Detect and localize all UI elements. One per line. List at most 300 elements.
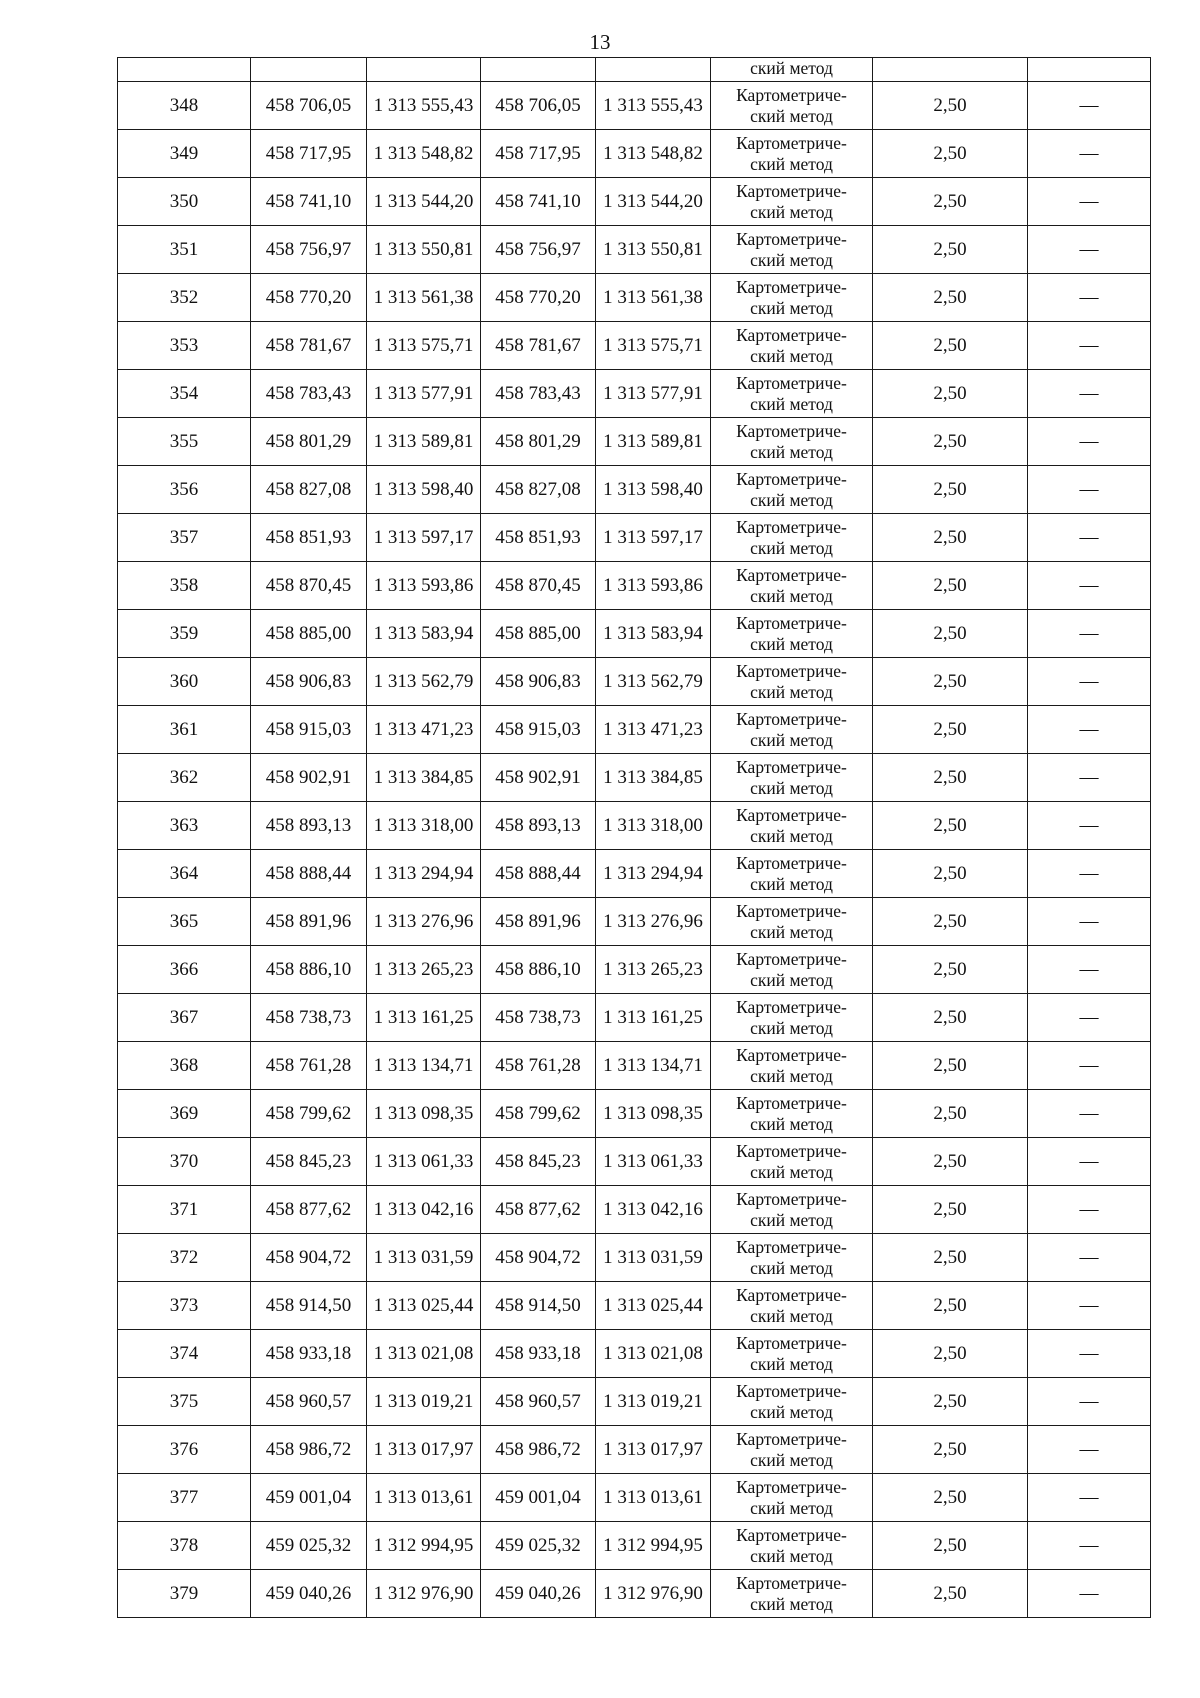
existing-y-cell: 1 313 471,23 bbox=[367, 706, 481, 754]
existing-y-cell: 1 313 265,23 bbox=[367, 946, 481, 994]
point-number-cell: 355 bbox=[118, 418, 251, 466]
accuracy-cell: 2,50 bbox=[873, 1042, 1028, 1090]
refined-y-cell: 1 313 561,38 bbox=[596, 274, 711, 322]
note-cell: — bbox=[1028, 178, 1151, 226]
refined-y-cell: 1 313 384,85 bbox=[596, 754, 711, 802]
accuracy-cell: 2,50 bbox=[873, 226, 1028, 274]
note-cell: — bbox=[1028, 1282, 1151, 1330]
point-number-cell: 352 bbox=[118, 274, 251, 322]
table-row bbox=[118, 370, 1151, 418]
existing-y-cell: 1 313 013,61 bbox=[367, 1474, 481, 1522]
refined-y-cell: 1 313 294,94 bbox=[596, 850, 711, 898]
method-cell bbox=[711, 274, 873, 322]
refined-x-cell: 458 904,72 bbox=[481, 1234, 596, 1282]
existing-x-cell: 458 904,72 bbox=[251, 1234, 367, 1282]
method-line-1: Картометриче- bbox=[736, 1524, 847, 1545]
note-cell: — bbox=[1028, 658, 1151, 706]
existing-x-cell: 458 914,50 bbox=[251, 1282, 367, 1330]
existing-x-cell: 458 741,10 bbox=[251, 178, 367, 226]
method-line-1: Картометриче- bbox=[736, 132, 847, 153]
method-line-1: Картометриче- bbox=[736, 468, 847, 489]
note-cell: — bbox=[1028, 946, 1151, 994]
note-cell: — bbox=[1028, 850, 1151, 898]
method-line-2: ский метод bbox=[750, 729, 833, 750]
refined-y-cell: 1 312 994,95 bbox=[596, 1522, 711, 1570]
accuracy-cell: 2,50 bbox=[873, 370, 1028, 418]
method-line-1: Картометриче- bbox=[736, 1284, 847, 1305]
method-cell bbox=[711, 1378, 873, 1426]
refined-y-cell: 1 313 550,81 bbox=[596, 226, 711, 274]
method-line-2: ский метод bbox=[750, 153, 833, 174]
accuracy-cell: 2,50 bbox=[873, 1234, 1028, 1282]
refined-x-cell: 458 738,73 bbox=[481, 994, 596, 1042]
method-cell bbox=[711, 1522, 873, 1570]
point-number-cell: 363 bbox=[118, 802, 251, 850]
refined-y-cell: 1 313 021,08 bbox=[596, 1330, 711, 1378]
coordinates-table bbox=[117, 57, 1151, 1618]
table-row bbox=[118, 1234, 1151, 1282]
note-cell: — bbox=[1028, 562, 1151, 610]
point-number-cell: 358 bbox=[118, 562, 251, 610]
note-cell: — bbox=[1028, 1138, 1151, 1186]
method-line-1: Картометриче- bbox=[736, 516, 847, 537]
table-row bbox=[118, 322, 1151, 370]
existing-x-cell: 458 877,62 bbox=[251, 1186, 367, 1234]
method-cell bbox=[711, 82, 873, 130]
method-cell bbox=[711, 754, 873, 802]
method-cell bbox=[711, 178, 873, 226]
table-row bbox=[118, 706, 1151, 754]
refined-y-cell: 1 313 598,40 bbox=[596, 466, 711, 514]
note-cell: — bbox=[1028, 1474, 1151, 1522]
note-cell: — bbox=[1028, 130, 1151, 178]
table-row bbox=[118, 1090, 1151, 1138]
refined-x-cell: 458 717,95 bbox=[481, 130, 596, 178]
existing-x-cell: 459 025,32 bbox=[251, 1522, 367, 1570]
refined-y-cell: 1 313 562,79 bbox=[596, 658, 711, 706]
method-line-1: Картометриче- bbox=[736, 900, 847, 921]
existing-y-cell: 1 313 597,17 bbox=[367, 514, 481, 562]
table-row bbox=[118, 1138, 1151, 1186]
point-number-cell: 348 bbox=[118, 82, 251, 130]
method-line-1: Картометриче- bbox=[736, 1428, 847, 1449]
existing-x-cell: 458 801,29 bbox=[251, 418, 367, 466]
refined-x-cell: 458 906,83 bbox=[481, 658, 596, 706]
refined-x-cell: 458 893,13 bbox=[481, 802, 596, 850]
method-line-2: ский метод bbox=[750, 1449, 833, 1470]
refined-x-cell: 458 827,08 bbox=[481, 466, 596, 514]
method-line-2: ский метод bbox=[750, 1209, 833, 1230]
point-number-cell: 374 bbox=[118, 1330, 251, 1378]
table-row bbox=[118, 514, 1151, 562]
point-number-cell: 371 bbox=[118, 1186, 251, 1234]
existing-y-cell: 1 313 025,44 bbox=[367, 1282, 481, 1330]
continuation-row bbox=[118, 58, 1151, 82]
table-row bbox=[118, 1186, 1151, 1234]
method-line-1: Картометриче- bbox=[736, 1476, 847, 1497]
existing-y-cell: 1 312 994,95 bbox=[367, 1522, 481, 1570]
method-cell bbox=[711, 226, 873, 274]
note-cell: — bbox=[1028, 1186, 1151, 1234]
existing-x-cell: 458 891,96 bbox=[251, 898, 367, 946]
refined-y-cell: 1 313 025,44 bbox=[596, 1282, 711, 1330]
refined-x-cell: 459 040,26 bbox=[481, 1570, 596, 1618]
existing-y-cell: 1 312 976,90 bbox=[367, 1570, 481, 1618]
existing-x-cell: 458 893,13 bbox=[251, 802, 367, 850]
refined-x-cell: 458 783,43 bbox=[481, 370, 596, 418]
refined-y-cell: 1 313 318,00 bbox=[596, 802, 711, 850]
point-number-cell: 357 bbox=[118, 514, 251, 562]
method-cell bbox=[711, 1186, 873, 1234]
note-cell: — bbox=[1028, 1522, 1151, 1570]
method-line-1: Картометриче- bbox=[736, 564, 847, 585]
method-line-1: Картометриче- bbox=[736, 1140, 847, 1161]
method-cell bbox=[711, 1330, 873, 1378]
method-line-2: ский метод bbox=[750, 489, 833, 510]
method-cell bbox=[711, 994, 873, 1042]
refined-y-cell: 1 313 042,16 bbox=[596, 1186, 711, 1234]
refined-y-cell: 1 313 548,82 bbox=[596, 130, 711, 178]
method-line-1: Картометриче- bbox=[736, 804, 847, 825]
table-row bbox=[118, 1042, 1151, 1090]
accuracy-cell: 2,50 bbox=[873, 1330, 1028, 1378]
point-number-cell: 350 bbox=[118, 178, 251, 226]
accuracy-cell: 2,50 bbox=[873, 898, 1028, 946]
method-line-1: Картометриче- bbox=[736, 1380, 847, 1401]
method-cell bbox=[711, 802, 873, 850]
accuracy-cell: 2,50 bbox=[873, 658, 1028, 706]
note-cell: — bbox=[1028, 370, 1151, 418]
table-row bbox=[118, 850, 1151, 898]
method-cell bbox=[711, 322, 873, 370]
point-number-cell: 349 bbox=[118, 130, 251, 178]
method-cell bbox=[711, 658, 873, 706]
method-cell bbox=[711, 1090, 873, 1138]
method-line-1: Картометриче- bbox=[736, 276, 847, 297]
method-line-2: ский метод bbox=[750, 585, 833, 606]
method-line-2: ский метод bbox=[750, 1353, 833, 1374]
refined-y-cell: 1 313 589,81 bbox=[596, 418, 711, 466]
continuation-cell bbox=[118, 58, 251, 82]
note-cell: — bbox=[1028, 1570, 1151, 1618]
table-row bbox=[118, 898, 1151, 946]
method-cell bbox=[711, 130, 873, 178]
point-number-cell: 351 bbox=[118, 226, 251, 274]
continuation-cell bbox=[481, 58, 596, 82]
method-line-1: Картометриче- bbox=[736, 1236, 847, 1257]
existing-y-cell: 1 313 548,82 bbox=[367, 130, 481, 178]
table-row bbox=[118, 1426, 1151, 1474]
point-number-cell: 366 bbox=[118, 946, 251, 994]
existing-y-cell: 1 313 575,71 bbox=[367, 322, 481, 370]
accuracy-cell: 2,50 bbox=[873, 946, 1028, 994]
accuracy-cell: 2,50 bbox=[873, 802, 1028, 850]
existing-y-cell: 1 313 318,00 bbox=[367, 802, 481, 850]
method-line-1: Картометриче- bbox=[736, 948, 847, 969]
note-cell: — bbox=[1028, 418, 1151, 466]
existing-x-cell: 458 770,20 bbox=[251, 274, 367, 322]
refined-x-cell: 458 756,97 bbox=[481, 226, 596, 274]
existing-y-cell: 1 313 294,94 bbox=[367, 850, 481, 898]
table-row bbox=[118, 1570, 1151, 1618]
note-cell: — bbox=[1028, 274, 1151, 322]
point-number-cell: 378 bbox=[118, 1522, 251, 1570]
method-cell bbox=[711, 1042, 873, 1090]
method-cell bbox=[711, 1426, 873, 1474]
note-cell: — bbox=[1028, 514, 1151, 562]
refined-x-cell: 458 799,62 bbox=[481, 1090, 596, 1138]
existing-y-cell: 1 313 555,43 bbox=[367, 82, 481, 130]
existing-x-cell: 458 781,67 bbox=[251, 322, 367, 370]
existing-x-cell: 458 717,95 bbox=[251, 130, 367, 178]
existing-y-cell: 1 313 161,25 bbox=[367, 994, 481, 1042]
table-row bbox=[118, 1282, 1151, 1330]
existing-y-cell: 1 313 019,21 bbox=[367, 1378, 481, 1426]
note-cell: — bbox=[1028, 466, 1151, 514]
refined-x-cell: 458 933,18 bbox=[481, 1330, 596, 1378]
existing-y-cell: 1 313 589,81 bbox=[367, 418, 481, 466]
method-line-1: Картометриче- bbox=[736, 1044, 847, 1065]
table-body bbox=[118, 58, 1151, 1618]
accuracy-cell: 2,50 bbox=[873, 1138, 1028, 1186]
table-row bbox=[118, 1330, 1151, 1378]
refined-x-cell: 458 801,29 bbox=[481, 418, 596, 466]
note-cell: — bbox=[1028, 802, 1151, 850]
method-line-2: ский метод bbox=[750, 249, 833, 270]
existing-x-cell: 458 756,97 bbox=[251, 226, 367, 274]
method-line-2: ский метод bbox=[750, 297, 833, 318]
method-line-1: Картометриче- bbox=[736, 612, 847, 633]
method-line-2: ский метод bbox=[750, 1257, 833, 1278]
method-line-2: ский метод bbox=[750, 921, 833, 942]
method-line-2: ский метод bbox=[750, 393, 833, 414]
refined-x-cell: 458 851,93 bbox=[481, 514, 596, 562]
method-line-1: Картометриче- bbox=[736, 420, 847, 441]
point-number-cell: 373 bbox=[118, 1282, 251, 1330]
note-cell: — bbox=[1028, 1378, 1151, 1426]
note-cell: — bbox=[1028, 706, 1151, 754]
method-cell bbox=[711, 706, 873, 754]
point-number-cell: 365 bbox=[118, 898, 251, 946]
method-line-2: ский метод bbox=[750, 777, 833, 798]
refined-x-cell: 458 902,91 bbox=[481, 754, 596, 802]
existing-y-cell: 1 313 276,96 bbox=[367, 898, 481, 946]
refined-y-cell: 1 313 583,94 bbox=[596, 610, 711, 658]
existing-y-cell: 1 313 598,40 bbox=[367, 466, 481, 514]
method-cell bbox=[711, 1138, 873, 1186]
note-cell: — bbox=[1028, 898, 1151, 946]
table-row bbox=[118, 1474, 1151, 1522]
refined-x-cell: 458 706,05 bbox=[481, 82, 596, 130]
refined-x-cell: 458 885,00 bbox=[481, 610, 596, 658]
refined-y-cell: 1 313 555,43 bbox=[596, 82, 711, 130]
refined-y-cell: 1 313 276,96 bbox=[596, 898, 711, 946]
table-row bbox=[118, 610, 1151, 658]
method-cell bbox=[711, 1234, 873, 1282]
method-line-1: Картометриче- bbox=[736, 84, 847, 105]
refined-x-cell: 458 770,20 bbox=[481, 274, 596, 322]
point-number-cell: 379 bbox=[118, 1570, 251, 1618]
method-line-2: ский метод bbox=[750, 873, 833, 894]
existing-y-cell: 1 313 384,85 bbox=[367, 754, 481, 802]
existing-y-cell: 1 313 042,16 bbox=[367, 1186, 481, 1234]
accuracy-cell: 2,50 bbox=[873, 994, 1028, 1042]
accuracy-cell: 2,50 bbox=[873, 1282, 1028, 1330]
table-row bbox=[118, 1378, 1151, 1426]
accuracy-cell: 2,50 bbox=[873, 1522, 1028, 1570]
method-line-2: ский метод bbox=[750, 1497, 833, 1518]
existing-y-cell: 1 313 550,81 bbox=[367, 226, 481, 274]
method-line-1: Картометриче- bbox=[736, 708, 847, 729]
point-number-cell: 359 bbox=[118, 610, 251, 658]
accuracy-cell: 2,50 bbox=[873, 1090, 1028, 1138]
table-row bbox=[118, 946, 1151, 994]
accuracy-cell: 2,50 bbox=[873, 754, 1028, 802]
refined-y-cell: 1 313 575,71 bbox=[596, 322, 711, 370]
method-cell bbox=[711, 1474, 873, 1522]
page-number: 13 bbox=[589, 30, 611, 54]
table-row bbox=[118, 562, 1151, 610]
existing-x-cell: 458 706,05 bbox=[251, 82, 367, 130]
accuracy-cell: 2,50 bbox=[873, 1426, 1028, 1474]
existing-y-cell: 1 313 561,38 bbox=[367, 274, 481, 322]
refined-y-cell: 1 313 013,61 bbox=[596, 1474, 711, 1522]
existing-y-cell: 1 313 593,86 bbox=[367, 562, 481, 610]
table-row bbox=[118, 1522, 1151, 1570]
method-line-1: Картометриче- bbox=[736, 660, 847, 681]
method-line-1: Картометриче- bbox=[736, 228, 847, 249]
existing-y-cell: 1 313 562,79 bbox=[367, 658, 481, 706]
note-cell: — bbox=[1028, 1426, 1151, 1474]
point-number-cell: 353 bbox=[118, 322, 251, 370]
accuracy-cell: 2,50 bbox=[873, 82, 1028, 130]
method-line-2: ский метод bbox=[750, 105, 833, 126]
refined-x-cell: 459 001,04 bbox=[481, 1474, 596, 1522]
method-cell bbox=[711, 850, 873, 898]
existing-y-cell: 1 313 098,35 bbox=[367, 1090, 481, 1138]
existing-x-cell: 458 885,00 bbox=[251, 610, 367, 658]
method-line-2: ский метод bbox=[750, 681, 833, 702]
note-cell: — bbox=[1028, 994, 1151, 1042]
note-cell: — bbox=[1028, 1330, 1151, 1378]
refined-y-cell: 1 313 593,86 bbox=[596, 562, 711, 610]
method-line-1: Картометриче- bbox=[736, 1092, 847, 1113]
accuracy-cell: 2,50 bbox=[873, 562, 1028, 610]
refined-y-cell: 1 312 976,90 bbox=[596, 1570, 711, 1618]
method-line-1: Картометриче- bbox=[736, 372, 847, 393]
refined-y-cell: 1 313 019,21 bbox=[596, 1378, 711, 1426]
point-number-cell: 361 bbox=[118, 706, 251, 754]
refined-x-cell: 458 960,57 bbox=[481, 1378, 596, 1426]
point-number-cell: 367 bbox=[118, 994, 251, 1042]
point-number-cell: 354 bbox=[118, 370, 251, 418]
existing-x-cell: 458 845,23 bbox=[251, 1138, 367, 1186]
existing-y-cell: 1 313 577,91 bbox=[367, 370, 481, 418]
existing-x-cell: 458 738,73 bbox=[251, 994, 367, 1042]
existing-x-cell: 458 799,62 bbox=[251, 1090, 367, 1138]
table-row bbox=[118, 802, 1151, 850]
accuracy-cell: 2,50 bbox=[873, 130, 1028, 178]
table-row bbox=[118, 418, 1151, 466]
existing-y-cell: 1 313 061,33 bbox=[367, 1138, 481, 1186]
table-row bbox=[118, 754, 1151, 802]
accuracy-cell: 2,50 bbox=[873, 610, 1028, 658]
method-line-2: ский метод bbox=[750, 969, 833, 990]
refined-y-cell: 1 313 265,23 bbox=[596, 946, 711, 994]
point-number-cell: 370 bbox=[118, 1138, 251, 1186]
method-cell bbox=[711, 610, 873, 658]
method-cell bbox=[711, 466, 873, 514]
point-number-cell: 375 bbox=[118, 1378, 251, 1426]
table-row bbox=[118, 658, 1151, 706]
continuation-cell bbox=[596, 58, 711, 82]
accuracy-cell: 2,50 bbox=[873, 1474, 1028, 1522]
accuracy-cell: 2,50 bbox=[873, 1570, 1028, 1618]
refined-x-cell: 458 915,03 bbox=[481, 706, 596, 754]
refined-x-cell: 458 891,96 bbox=[481, 898, 596, 946]
refined-x-cell: 458 741,10 bbox=[481, 178, 596, 226]
existing-x-cell: 458 933,18 bbox=[251, 1330, 367, 1378]
refined-y-cell: 1 313 161,25 bbox=[596, 994, 711, 1042]
method-cell bbox=[711, 370, 873, 418]
refined-x-cell: 458 886,10 bbox=[481, 946, 596, 994]
table-row bbox=[118, 178, 1151, 226]
note-cell: — bbox=[1028, 226, 1151, 274]
refined-x-cell: 458 870,45 bbox=[481, 562, 596, 610]
existing-x-cell: 458 827,08 bbox=[251, 466, 367, 514]
method-line-2: ский метод bbox=[750, 537, 833, 558]
refined-x-cell: 458 781,67 bbox=[481, 322, 596, 370]
point-number-cell: 372 bbox=[118, 1234, 251, 1282]
refined-y-cell: 1 313 134,71 bbox=[596, 1042, 711, 1090]
existing-x-cell: 458 960,57 bbox=[251, 1378, 367, 1426]
accuracy-cell: 2,50 bbox=[873, 1378, 1028, 1426]
refined-y-cell: 1 313 471,23 bbox=[596, 706, 711, 754]
method-line-1: Картометриче- bbox=[736, 756, 847, 777]
method-line-2: ский метод bbox=[750, 1305, 833, 1326]
method-line-2: ский метод bbox=[750, 1593, 833, 1614]
existing-x-cell: 458 783,43 bbox=[251, 370, 367, 418]
existing-y-cell: 1 313 134,71 bbox=[367, 1042, 481, 1090]
existing-y-cell: 1 313 583,94 bbox=[367, 610, 481, 658]
table-row bbox=[118, 466, 1151, 514]
table-row bbox=[118, 274, 1151, 322]
method-line-2: ский метод bbox=[750, 1113, 833, 1134]
point-number-cell: 356 bbox=[118, 466, 251, 514]
method-line-1: Картометриче- bbox=[736, 1572, 847, 1593]
note-cell: — bbox=[1028, 82, 1151, 130]
refined-y-cell: 1 313 017,97 bbox=[596, 1426, 711, 1474]
note-cell: — bbox=[1028, 1234, 1151, 1282]
point-number-cell: 360 bbox=[118, 658, 251, 706]
refined-x-cell: 458 761,28 bbox=[481, 1042, 596, 1090]
refined-x-cell: 458 888,44 bbox=[481, 850, 596, 898]
accuracy-cell: 2,50 bbox=[873, 706, 1028, 754]
refined-x-cell: 458 877,62 bbox=[481, 1186, 596, 1234]
continuation-cell bbox=[1028, 58, 1151, 82]
note-cell: — bbox=[1028, 322, 1151, 370]
note-cell: — bbox=[1028, 610, 1151, 658]
method-cell bbox=[711, 946, 873, 994]
method-line-2: ский метод bbox=[750, 1401, 833, 1422]
method-line-2: ский метод bbox=[750, 1161, 833, 1182]
accuracy-cell: 2,50 bbox=[873, 274, 1028, 322]
method-line-1: Картометриче- bbox=[736, 180, 847, 201]
method-cell bbox=[711, 514, 873, 562]
method-line-2: ский метод bbox=[750, 201, 833, 222]
method-cell bbox=[711, 1570, 873, 1618]
refined-x-cell: 458 845,23 bbox=[481, 1138, 596, 1186]
